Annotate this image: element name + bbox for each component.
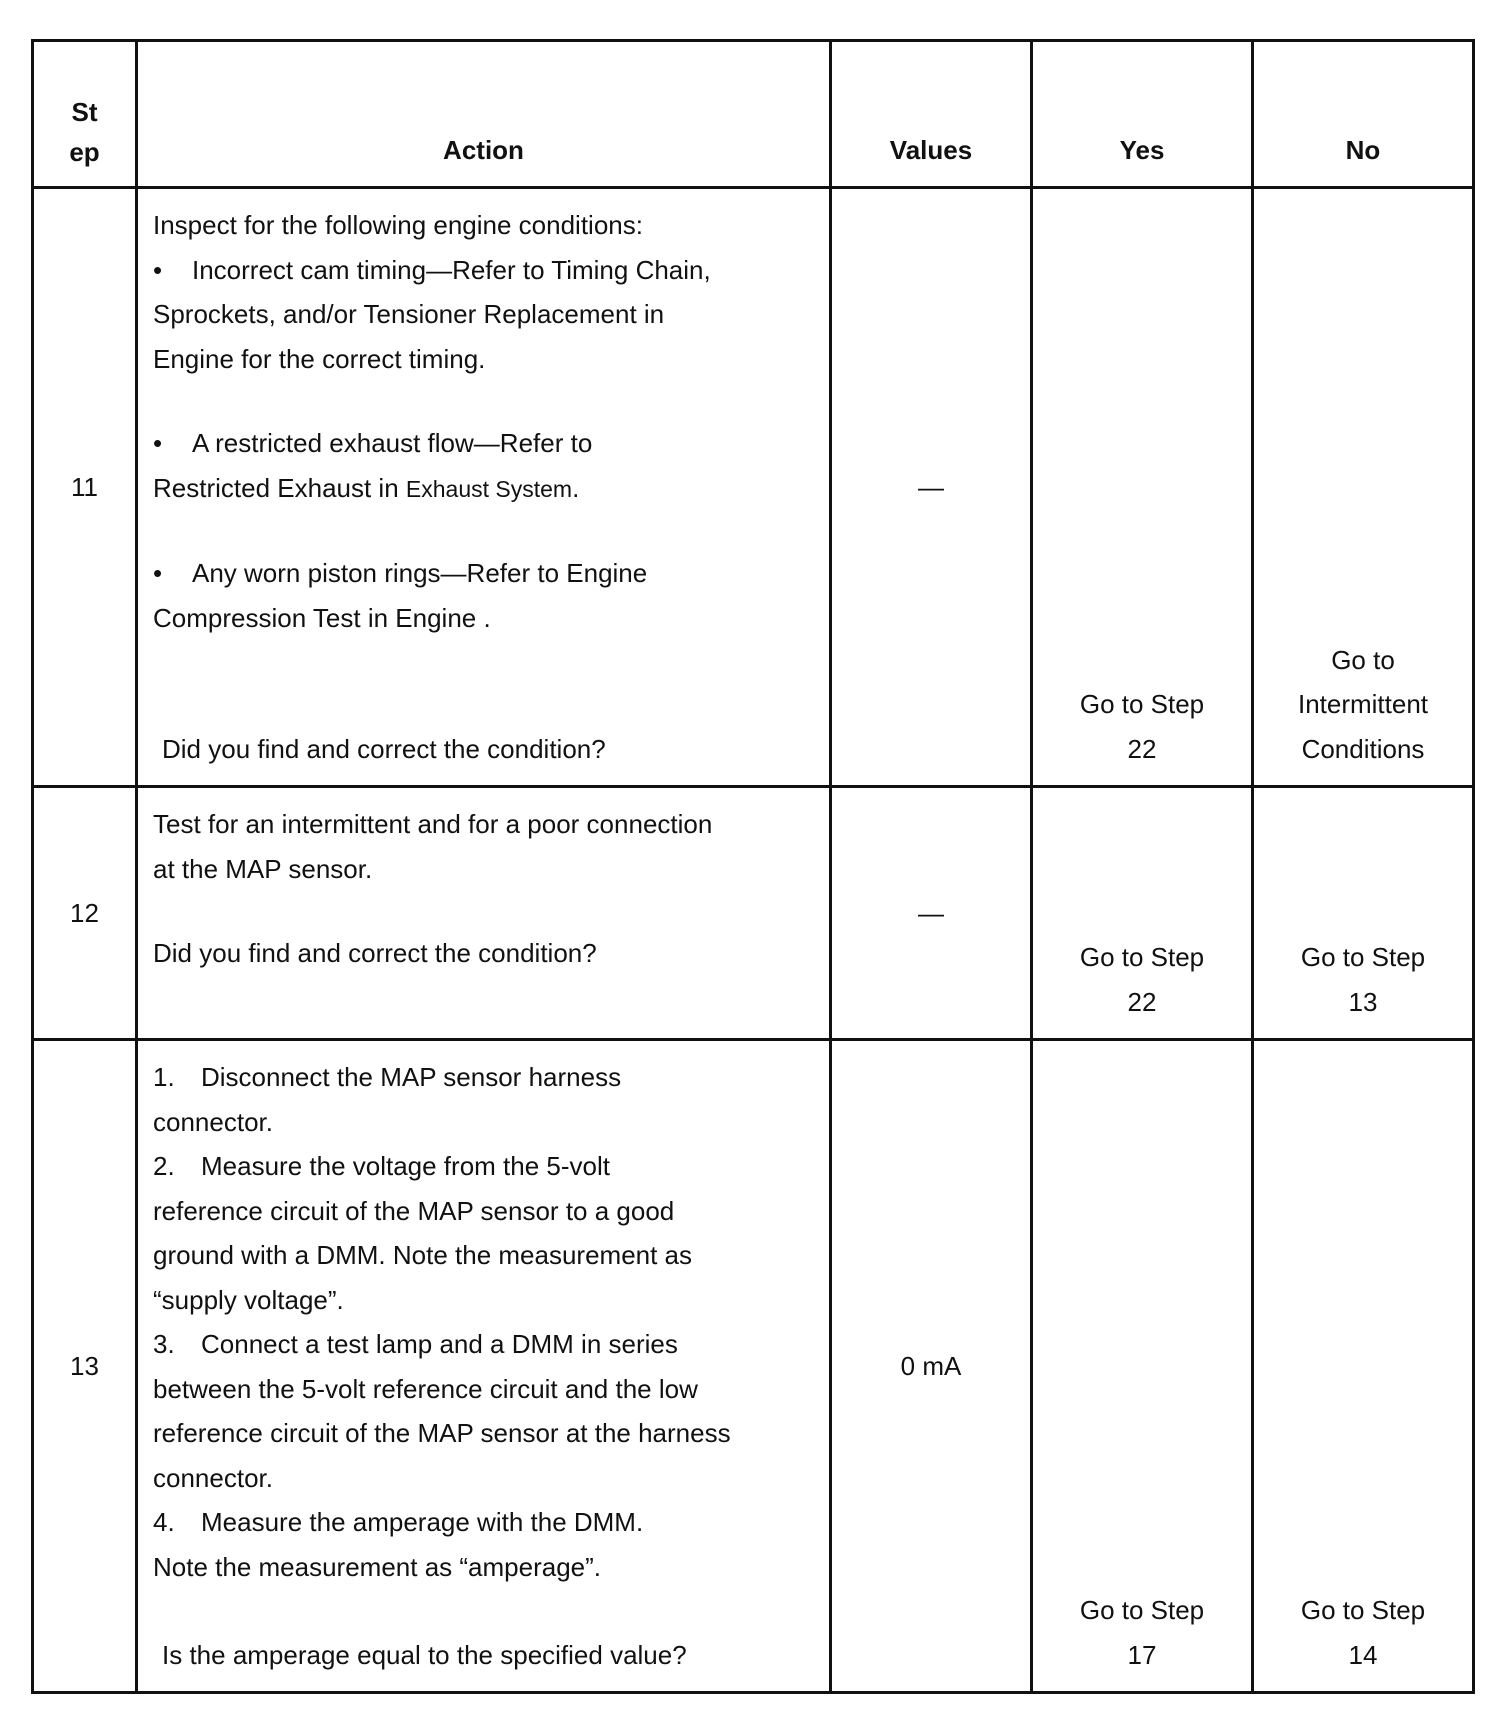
diagnostic-table	[31, 39, 1475, 1694]
item-line: ground with a DMM. Note the measurement as	[153, 1240, 693, 1270]
header-step	[33, 41, 137, 188]
no-cell	[1253, 188, 1474, 787]
numbered-item: 2. Measure the voltage from the 5-volt	[153, 1151, 610, 1181]
header-yes: Yes	[1032, 41, 1253, 188]
item-line: connector.	[153, 1462, 273, 1493]
action-question: Did you find and correct the condition?	[153, 938, 597, 968]
yes-cell	[1032, 188, 1253, 787]
item-line: between the 5-volt reference circuit and the low	[153, 1373, 698, 1404]
action-cell	[137, 787, 831, 1040]
no-line: Go to Step	[1300, 942, 1426, 972]
yes-line: Go to Step	[1079, 942, 1205, 972]
header-row	[33, 41, 1474, 188]
header-step-line2: ep	[69, 137, 100, 167]
table-row	[33, 787, 1474, 1040]
bullet-item: • A restricted exhaust flow—Refer to	[153, 428, 593, 458]
bullet-line: Engine for the correct timing.	[153, 343, 486, 374]
bullet-line: Restricted Exhaust in Exhaust System.	[153, 472, 580, 503]
action-question: Did you find and correct the condition?	[162, 733, 606, 764]
no-line: Go to Step	[1300, 1595, 1426, 1625]
step-number: 13	[33, 1040, 137, 1693]
no-cell	[1253, 1040, 1474, 1693]
yes-cell	[1032, 1040, 1253, 1693]
action-question: Is the amperage equal to the specified value?	[162, 1639, 687, 1670]
action-intro: Inspect for the following engine conditions:	[153, 210, 643, 240]
header-step-line1: St	[71, 97, 98, 127]
action-line: at the MAP sensor.	[153, 853, 373, 884]
step-number: 12	[33, 787, 137, 1040]
action-cell	[137, 188, 831, 787]
numbered-item: 4. Measure the amperage with the DMM.	[153, 1507, 644, 1537]
item-line: “supply voltage”.	[153, 1284, 344, 1315]
header-action: Action	[137, 41, 831, 188]
numbered-item: 3. Connect a test lamp and a DMM in series	[153, 1329, 678, 1359]
action-cell	[137, 1040, 831, 1693]
values-cell: 0 mA	[831, 1040, 1032, 1693]
no-line: 14	[1348, 1639, 1378, 1670]
item-line: reference circuit of the MAP sensor at the harness	[153, 1418, 731, 1448]
item-line: reference circuit of the MAP sensor to a good	[153, 1195, 675, 1226]
table-row	[33, 188, 1474, 787]
no-cell	[1253, 787, 1474, 1040]
yes-line: Go to Step	[1079, 689, 1205, 719]
values-cell: —	[831, 787, 1032, 1040]
yes-cell	[1032, 787, 1253, 1040]
yes-line: Go to Step	[1079, 1595, 1205, 1625]
values-cell: —	[831, 188, 1032, 787]
header-values: Values	[831, 41, 1032, 188]
numbered-item: 1. Disconnect the MAP sensor harness	[153, 1062, 622, 1092]
bullet-line: Compression Test in Engine .	[153, 602, 491, 633]
table-row	[33, 1040, 1474, 1693]
bullet-line: Sprockets, and/or Tensioner Replacement in	[153, 299, 665, 329]
bullet-item: • Incorrect cam timing—Refer to Timing Chain,	[153, 254, 711, 285]
item-line: connector.	[153, 1106, 273, 1137]
no-line: Conditions	[1301, 733, 1425, 764]
item-line: Note the measurement as “amperage”.	[153, 1551, 601, 1582]
no-line: Intermittent	[1297, 689, 1429, 719]
yes-line: 22	[1127, 733, 1157, 764]
yes-line: 22	[1127, 986, 1157, 1017]
no-line: Go to	[1331, 644, 1395, 675]
bullet-item: • Any worn piston rings—Refer to Engine	[153, 558, 648, 588]
yes-line: 17	[1127, 1639, 1157, 1670]
action-line: Test for an intermittent and for a poor connection	[153, 809, 713, 839]
no-line: 13	[1348, 986, 1378, 1017]
header-no: No	[1253, 41, 1474, 188]
step-number: 11	[33, 188, 137, 787]
